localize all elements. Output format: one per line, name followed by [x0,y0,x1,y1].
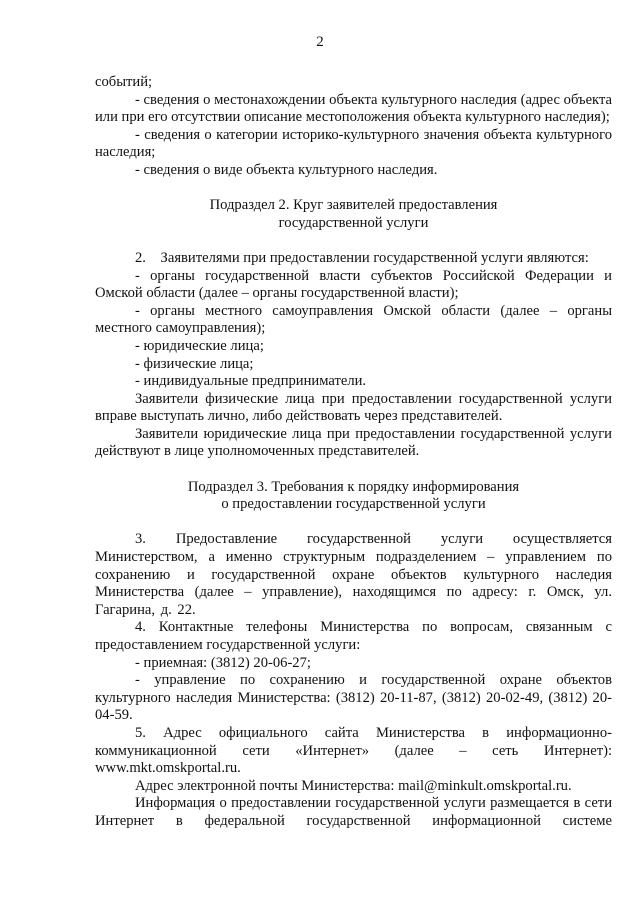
list-item-individuals: - физические лица; [135,355,254,372]
paragraph-website: 5. Адрес официального сайта Министерства в информационно-коммуникационной сети «Интернет» (далее – сеть Интернет): www.mkt.omskportal.ru. [95,724,612,777]
spacer [95,461,612,479]
section-3-heading-line2: о предоставлении государственной услуги [221,496,486,513]
page-number: 2 [316,34,324,50]
paragraph-contact-phones: 4. Контактные телефоны Министерства по вопросам, связанным с предоставлением государственной услуги: [95,619,612,653]
document-body [95,74,612,831]
section-2-heading-line1: Подраздел 2. Круг заявителей предоставления [209,197,498,214]
paragraph-provider: 3. Предоставление государственной услуги осуществляется Министерством, а именно структурным подразделением – управлением по сохранению и государственной охране объектов культурного наследия Министерства (далее – управление), находящимся по адресу: г. Омск, ул. Гагарина, д. 22. [95,531,612,618]
list-item-category: - сведения о категории историко-культурного значения объекта культурного наследия; [95,126,612,161]
spacer [95,180,612,198]
spacer [95,514,612,532]
paragraph-information-placement: Информация о предоставлении государственной услуги размещается в сети Интернет в федеральной государственной информационной системе [95,795,612,829]
section-2-heading-line2: государственной услуги [278,214,429,231]
paragraph-continuation: событий; [95,74,153,90]
list-item-local-government: - органы местного самоуправления Омской области (далее – органы местного самоуправления); [95,302,612,337]
paragraph-email: Адрес электронной почты Министерства: mail@minkult.omskportal.ru. [135,777,572,794]
list-item-type: - сведения о виде объекта культурного наследия. [135,161,438,178]
paragraph-applicants: 2. Заявителями при предоставлении государственной услуги являются: [135,249,589,266]
paragraph-individual-applicants: Заявители физические лица при предоставлении государственной услуги вправе выступать лично, либо действовать через представителей. [95,390,612,425]
paragraph-legal-applicants: Заявители юридические лица при предоставлении государственной услуги действуют в лице уполномоченных представителей. [95,425,612,460]
list-item-location: - сведения о местонахождении объекта культурного наследия (адрес объекта или при его отсутствии описание местоположения объекта культурного наследия); [95,91,612,126]
section-3-heading-line1: Подраздел 3. Требования к порядку информирования [187,478,520,495]
list-item-legal-entities: - юридические лица; [135,337,264,354]
list-item-state-authorities: - органы государственной власти субъектов Российской Федерации и Омской области (далее – органы государственной власти); [95,267,612,302]
list-item-entrepreneurs: - индивидуальные предприниматели. [135,373,367,390]
list-item-reception-phone: - приемная: (3812) 20-06-27; [135,654,311,671]
list-item-department-phones: - управление по сохранению и государственной охране объектов культурного наследия Министерства: (3812) 20-11-87, (3812) 20-02-49, (3812) 20-04-59. [95,672,612,724]
spacer [95,232,612,250]
